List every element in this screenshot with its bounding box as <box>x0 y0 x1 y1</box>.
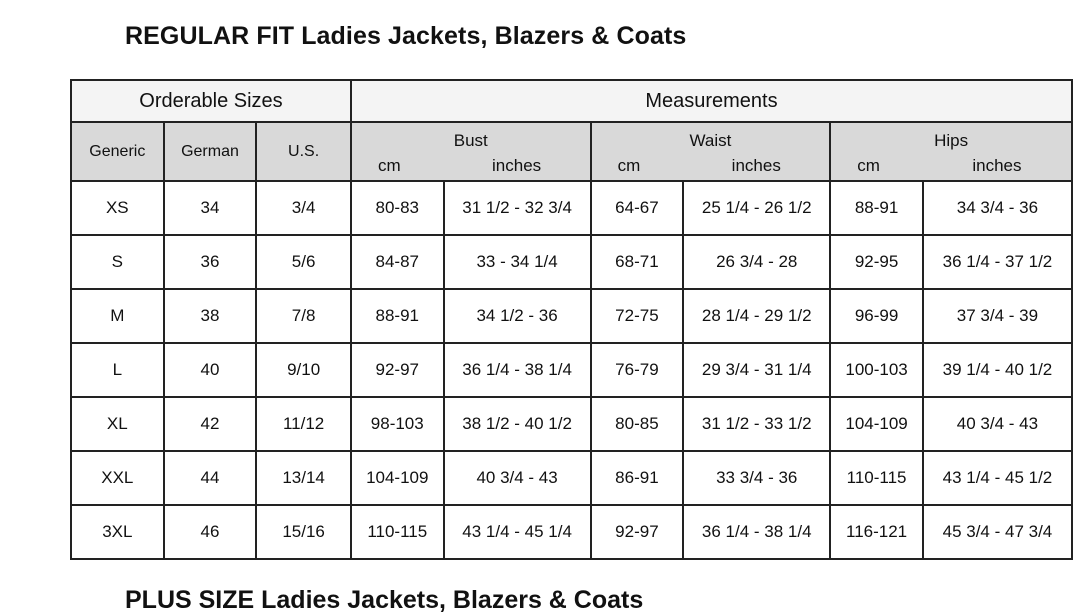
hips-inches-cell: 45 3/4 - 47 3/4 <box>923 505 1072 559</box>
hips-cm-cell: 96-99 <box>830 289 923 343</box>
hips-cm-header: cm <box>830 151 923 181</box>
next-section-title: PLUS SIZE Ladies Jackets, Blazers & Coats <box>125 586 644 614</box>
waist-cm-cell: 72-75 <box>591 289 684 343</box>
waist-inches-cell: 33 3/4 - 36 <box>683 451 830 505</box>
table-row <box>71 181 1072 235</box>
page-title: REGULAR FIT Ladies Jackets, Blazers & Coats <box>125 22 687 50</box>
us-header: U.S. <box>256 122 351 181</box>
waist-header: Waist <box>591 122 831 151</box>
waist-inches-header: inches <box>683 151 830 181</box>
us-cell: 9/10 <box>256 343 351 397</box>
bust-cm-cell: 92-97 <box>351 343 444 397</box>
german-cell: 44 <box>164 451 257 505</box>
german-cell: 40 <box>164 343 257 397</box>
bust-inches-cell: 43 1/4 - 45 1/4 <box>444 505 591 559</box>
hips-inches-cell: 43 1/4 - 45 1/2 <box>923 451 1072 505</box>
generic-header: Generic <box>71 122 164 181</box>
hips-inches-cell: 39 1/4 - 40 1/2 <box>923 343 1072 397</box>
size-chart-table <box>70 79 1073 560</box>
bust-cm-header: cm <box>351 151 444 181</box>
hips-cm-cell: 116-121 <box>830 505 923 559</box>
hips-cm-cell: 110-115 <box>830 451 923 505</box>
bust-inches-cell: 33 - 34 1/4 <box>444 235 591 289</box>
generic-cell: L <box>71 343 164 397</box>
generic-cell: XS <box>71 181 164 235</box>
german-cell: 46 <box>164 505 257 559</box>
generic-cell: M <box>71 289 164 343</box>
bust-cm-cell: 80-83 <box>351 181 444 235</box>
hips-inches-cell: 34 3/4 - 36 <box>923 181 1072 235</box>
bust-inches-header: inches <box>444 151 591 181</box>
generic-cell: S <box>71 235 164 289</box>
waist-inches-cell: 25 1/4 - 26 1/2 <box>683 181 830 235</box>
german-cell: 38 <box>164 289 257 343</box>
table-row <box>71 397 1072 451</box>
us-cell: 7/8 <box>256 289 351 343</box>
orderable-sizes-header: Orderable Sizes <box>71 80 351 122</box>
table-row <box>71 505 1072 559</box>
waist-cm-cell: 80-85 <box>591 397 684 451</box>
hips-cm-cell: 92-95 <box>830 235 923 289</box>
hips-inches-cell: 36 1/4 - 37 1/2 <box>923 235 1072 289</box>
hips-cm-cell: 88-91 <box>830 181 923 235</box>
table-row <box>71 343 1072 397</box>
bust-inches-cell: 31 1/2 - 32 3/4 <box>444 181 591 235</box>
waist-inches-cell: 28 1/4 - 29 1/2 <box>683 289 830 343</box>
us-cell: 3/4 <box>256 181 351 235</box>
bust-inches-cell: 38 1/2 - 40 1/2 <box>444 397 591 451</box>
bust-cm-cell: 88-91 <box>351 289 444 343</box>
bust-cm-cell: 84-87 <box>351 235 444 289</box>
bust-cm-cell: 110-115 <box>351 505 444 559</box>
hips-header: Hips <box>830 122 1072 151</box>
hips-inches-cell: 40 3/4 - 43 <box>923 397 1072 451</box>
bust-header: Bust <box>351 122 591 151</box>
generic-cell: 3XL <box>71 505 164 559</box>
hips-inches-header: inches <box>923 151 1072 181</box>
us-cell: 11/12 <box>256 397 351 451</box>
us-cell: 5/6 <box>256 235 351 289</box>
measurements-header: Measurements <box>351 80 1072 122</box>
waist-inches-cell: 36 1/4 - 38 1/4 <box>683 505 830 559</box>
waist-cm-cell: 86-91 <box>591 451 684 505</box>
bust-cm-cell: 104-109 <box>351 451 444 505</box>
us-cell: 15/16 <box>256 505 351 559</box>
german-cell: 36 <box>164 235 257 289</box>
table-row <box>71 235 1072 289</box>
waist-cm-cell: 92-97 <box>591 505 684 559</box>
bust-inches-cell: 40 3/4 - 43 <box>444 451 591 505</box>
table-row <box>71 451 1072 505</box>
bust-inches-cell: 36 1/4 - 38 1/4 <box>444 343 591 397</box>
german-cell: 34 <box>164 181 257 235</box>
bust-cm-cell: 98-103 <box>351 397 444 451</box>
german-header: German <box>164 122 257 181</box>
waist-cm-cell: 76-79 <box>591 343 684 397</box>
table-row <box>71 289 1072 343</box>
generic-cell: XXL <box>71 451 164 505</box>
waist-inches-cell: 26 3/4 - 28 <box>683 235 830 289</box>
waist-cm-header: cm <box>591 151 684 181</box>
generic-cell: XL <box>71 397 164 451</box>
waist-cm-cell: 68-71 <box>591 235 684 289</box>
waist-inches-cell: 29 3/4 - 31 1/4 <box>683 343 830 397</box>
german-cell: 42 <box>164 397 257 451</box>
hips-inches-cell: 37 3/4 - 39 <box>923 289 1072 343</box>
us-cell: 13/14 <box>256 451 351 505</box>
hips-cm-cell: 100-103 <box>830 343 923 397</box>
hips-cm-cell: 104-109 <box>830 397 923 451</box>
waist-cm-cell: 64-67 <box>591 181 684 235</box>
bust-inches-cell: 34 1/2 - 36 <box>444 289 591 343</box>
waist-inches-cell: 31 1/2 - 33 1/2 <box>683 397 830 451</box>
